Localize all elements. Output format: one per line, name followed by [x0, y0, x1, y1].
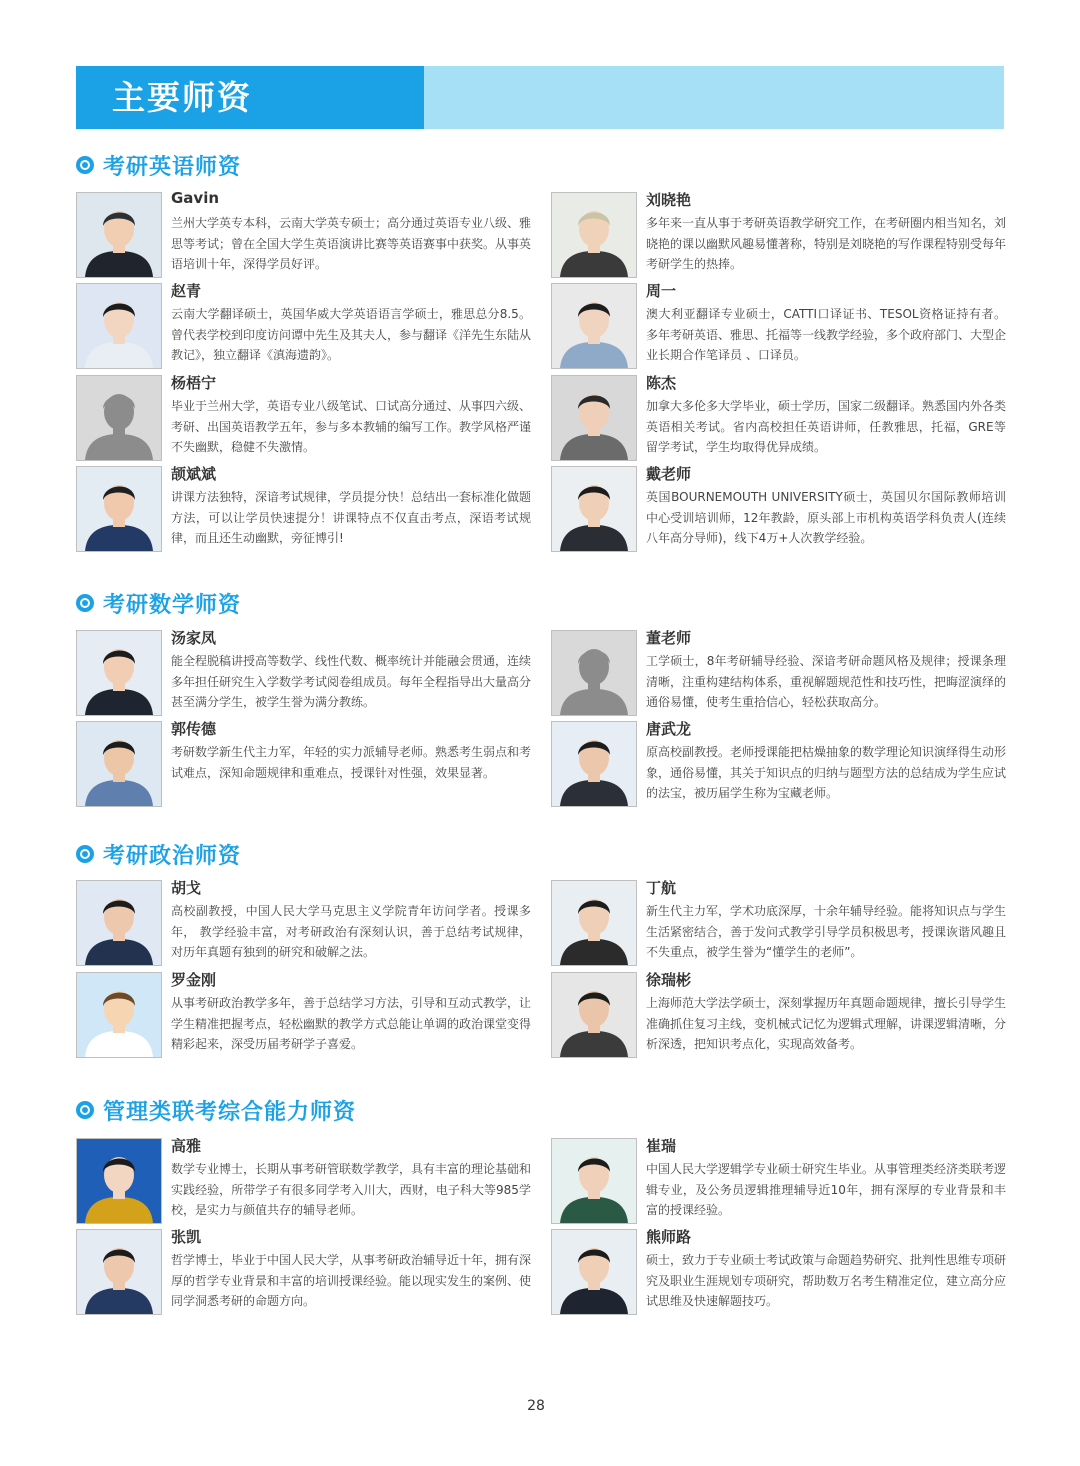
bullet-icon — [76, 594, 94, 612]
page-title: 主要师资 — [112, 78, 252, 117]
teacher-card — [76, 720, 532, 807]
teacher-card — [551, 282, 1007, 369]
teacher-photo — [76, 1138, 162, 1224]
teacher-photo — [76, 283, 162, 369]
portrait-icon — [77, 881, 161, 965]
teacher-description: 毕业于兰州大学，英语专业八级笔试、口试高分通过、从事四六级、考研、出国英语教学五年，参与多本教辅的编写工作。教学风格严谨不失幽默，稳健不失激情。 — [171, 399, 532, 454]
teacher-name: 杨梧宁 — [171, 374, 217, 392]
teacher-card — [76, 374, 532, 461]
section-heading-math — [76, 588, 241, 618]
teacher-description: 能全程脱稿讲授高等数学、线性代数、概率统计并能融会贯通，连续多年担任研究生入学数学考试阅卷组成员。每年全程指导出大量高分甚至满分学生，被学生誉为满分教练。 — [171, 654, 532, 709]
teacher-description: 高校副教授，中国人民大学马克思主义学院青年访问学者。授课多年， 教学经验丰富，对考研政治有深刻认识，善于总结考试规律，对历年真题有独到的研究和破解之法。 — [171, 904, 531, 959]
portrait-icon — [552, 881, 636, 965]
teacher-description: 工学硕士，8年考研辅导经验、深谙考研命题风格及规律；授课条理清晰，注重构建结构体系，重视解题规范性和技巧性，把晦涩演绎的通俗易懂，使考生重拾信心，轻松获取高分。 — [646, 654, 1007, 709]
teacher-description: 讲课方法独特，深谙考试规律，学员提分快！总结出一套标准化做题方法，可以让学员快速提分！讲课特点不仅直击考点，深语考试规律，而且还生动幽默，旁征博引! — [171, 490, 532, 545]
page-number: 28 — [527, 1398, 545, 1414]
teacher-photo — [551, 466, 637, 552]
bullet-icon — [76, 1101, 94, 1119]
portrait-icon — [552, 631, 636, 715]
section-heading-politics — [76, 839, 241, 869]
portrait-icon — [552, 1139, 636, 1223]
teacher-name: 徐瑞彬 — [646, 971, 692, 989]
section-title: 考研政治师资 — [103, 843, 242, 869]
teacher-description: 考研数学新生代主力军，年轻的实力派辅导老师。熟悉考生弱点和考试难点，深知命题规律和重难点，授课针对性强，效果显著。 — [171, 745, 532, 780]
teacher-card — [76, 971, 532, 1058]
teacher-card — [551, 971, 1007, 1058]
portrait-icon — [77, 722, 161, 806]
portrait-icon — [552, 722, 636, 806]
teacher-photo — [551, 192, 637, 278]
teacher-description: 数学专业博士，长期从事考研管联数学教学，具有丰富的理论基础和实践经验，所带学子有很多同学考入川大，西财，电子科大等985学校，是实力与颜值共存的辅导老师。 — [171, 1162, 532, 1217]
teacher-name: 熊师路 — [646, 1228, 692, 1246]
portrait-icon — [77, 376, 161, 460]
teacher-photo — [76, 192, 162, 278]
teacher-description: 云南大学翻译硕士，英国华威大学英语语言学硕士，雅思总分8.5。曾代表学校到印度访问谭中先生及其夫人，参与翻译《洋先生东陆从教记》，独立翻译《滇海遗韵》。 — [171, 307, 532, 362]
teacher-photo — [551, 972, 637, 1058]
teacher-description: 从事考研政治教学多年，善于总结学习方法，引导和互动式教学，让学生精准把握考点，轻松幽默的教学方式总能让单调的政治课堂变得精彩起来，深受历届考研学子喜爱。 — [171, 996, 532, 1051]
teacher-card — [551, 191, 1007, 278]
teacher-name: 颉斌斌 — [171, 465, 217, 483]
teacher-name: 胡戈 — [171, 879, 202, 897]
teacher-name: 刘晓艳 — [646, 191, 692, 209]
section-heading-english — [76, 150, 241, 180]
section-heading-management — [76, 1095, 356, 1125]
teacher-photo — [551, 1138, 637, 1224]
teacher-photo — [76, 375, 162, 461]
teacher-description: 中国人民大学逻辑学专业硕士研究生毕业。从事管理类经济类联考逻辑专业，及公务员逻辑推理辅导近10年，拥有深厚的专业背景和丰富的授课经验。 — [646, 1162, 1007, 1217]
teacher-name: 崔瑞 — [646, 1137, 677, 1155]
teacher-photo — [76, 630, 162, 716]
portrait-icon — [77, 284, 161, 368]
teacher-card — [551, 466, 1004, 552]
teacher-description: 上海师范大学法学硕士，深刻掌握历年真题命题规律，擅长引导学生准确抓住复习主线，变机械式记忆为逻辑式理解，讲课逻辑清晰，分析深透，把知识考点化，实现高效备考。 — [646, 996, 1007, 1051]
portrait-icon — [552, 467, 636, 551]
teacher-description: 多年来一直从事于考研英语教学研究工作，在考研圈内相当知名，刘晓艳的课以幽默风趣易懂著称，特别是刘晓艳的写作课程特别受每年考研学生的热捧。 — [646, 216, 1007, 271]
teacher-description: 原高校副教授。老师授课能把枯燥抽象的数学理论知识演绎得生动形象，通俗易懂，其关于知识点的归纳与题型方法的总结成为学生应试的法宝，被历届学生称为宝藏老师。 — [646, 745, 1007, 800]
teacher-name: 董老师 — [646, 629, 692, 647]
section-title: 管理类联考综合能力师资 — [103, 1099, 357, 1125]
teacher-photo — [551, 283, 637, 369]
portrait-icon — [77, 1230, 161, 1314]
teacher-card — [551, 1137, 1007, 1224]
portrait-icon — [77, 973, 161, 1057]
teacher-photo — [551, 721, 637, 807]
teacher-photo — [551, 375, 637, 461]
teacher-name: 唐武龙 — [646, 720, 692, 738]
teacher-name: 高雅 — [171, 1137, 202, 1155]
teacher-card — [551, 720, 1007, 807]
portrait-icon — [77, 193, 161, 277]
teacher-photo — [76, 972, 162, 1058]
teacher-photo — [76, 721, 162, 807]
teacher-photo — [76, 880, 162, 966]
teacher-photo — [76, 466, 162, 552]
teacher-photo — [551, 1229, 637, 1315]
teacher-name: 周一 — [646, 282, 677, 300]
teacher-card — [76, 465, 532, 552]
teacher-card — [76, 1137, 532, 1224]
portrait-icon — [552, 376, 636, 460]
portrait-icon — [552, 973, 636, 1057]
teacher-card — [551, 1228, 1007, 1315]
teacher-description: 英国BOURNEMOUTH UNIVERSITY硕士，英国贝尔国际教师培训中心受训培训师，12年教龄，原头部上市机构英语学科负责人(连续八年高分导师)，线下4万+人次教学经验。 — [646, 490, 1006, 545]
bullet-icon — [76, 156, 94, 174]
teacher-description: 新生代主力军，学术功底深厚，十余年辅导经验。能将知识点与学生生活紧密结合，善于发问式教学引导学员积极思考，授课诙谐风趣且不失重点，被学生誉为“懂学生的老师”。 — [646, 904, 1007, 959]
teacher-photo — [551, 880, 637, 966]
teacher-name: 罗金刚 — [171, 971, 217, 989]
teacher-name: 陈杰 — [646, 374, 677, 392]
teacher-card — [76, 282, 532, 369]
portrait-icon — [77, 1139, 161, 1223]
portrait-icon — [552, 284, 636, 368]
teacher-card — [76, 880, 529, 966]
teacher-name: 戴老师 — [646, 465, 692, 483]
teacher-photo — [551, 630, 637, 716]
bullet-icon — [76, 845, 94, 863]
teacher-card — [551, 374, 1007, 461]
portrait-icon — [552, 1230, 636, 1314]
banner-accent-block — [76, 66, 424, 129]
teacher-description: 加拿大多伦多大学毕业，硕士学历，国家二级翻译。熟悉国内外各类英语相关考试。省内高校担任英语讲师，任教雅思，托福，GRE等留学考试，学生均取得优异成绩。 — [646, 399, 1007, 454]
teacher-name: Gavin — [171, 189, 220, 207]
teacher-name: 赵青 — [171, 282, 202, 300]
portrait-icon — [77, 631, 161, 715]
portrait-icon — [552, 193, 636, 277]
section-title: 考研数学师资 — [103, 592, 242, 618]
teacher-description: 硕士，致力于专业硕士考试政策与命题趋势研究、批判性思维专项研究及职业生涯规划专项研究，帮助数万名考生精准定位，建立高分应试思维及快速解题技巧。 — [646, 1253, 1007, 1308]
teacher-photo — [76, 1229, 162, 1315]
section-title: 考研英语师资 — [103, 154, 242, 180]
teacher-card — [76, 189, 532, 278]
teacher-description: 澳大利亚翻译专业硕士，CATTI口译证书、TESOL资格证持有者。多年考研英语、雅思、托福等一线教学经验，多个政府部门、大型企业长期合作笔译员 、口译员。 — [646, 307, 1007, 362]
teacher-name: 郭传德 — [171, 720, 217, 738]
header-banner — [76, 66, 1004, 129]
teacher-card — [551, 629, 1007, 716]
teacher-card — [551, 879, 1007, 966]
teacher-name: 丁航 — [646, 879, 677, 897]
portrait-icon — [77, 467, 161, 551]
teacher-card — [76, 629, 532, 716]
teacher-description: 兰州大学英专本科，云南大学英专硕士；高分通过英语专业八级、雅思等考试；曾在全国大学生英语演讲比赛等英语赛事中获奖。从事英语培训十年，深得学员好评。 — [171, 216, 532, 271]
teacher-description: 哲学博士，毕业于中国人民大学，从事考研政治辅导近十年，拥有深厚的哲学专业背景和丰富的培训授课经验。能以现实发生的案例、使同学洞悉考研的命题方向。 — [171, 1253, 532, 1308]
teacher-name: 汤家凤 — [171, 629, 217, 647]
teacher-name: 张凯 — [171, 1228, 202, 1246]
teacher-card — [76, 1228, 532, 1315]
